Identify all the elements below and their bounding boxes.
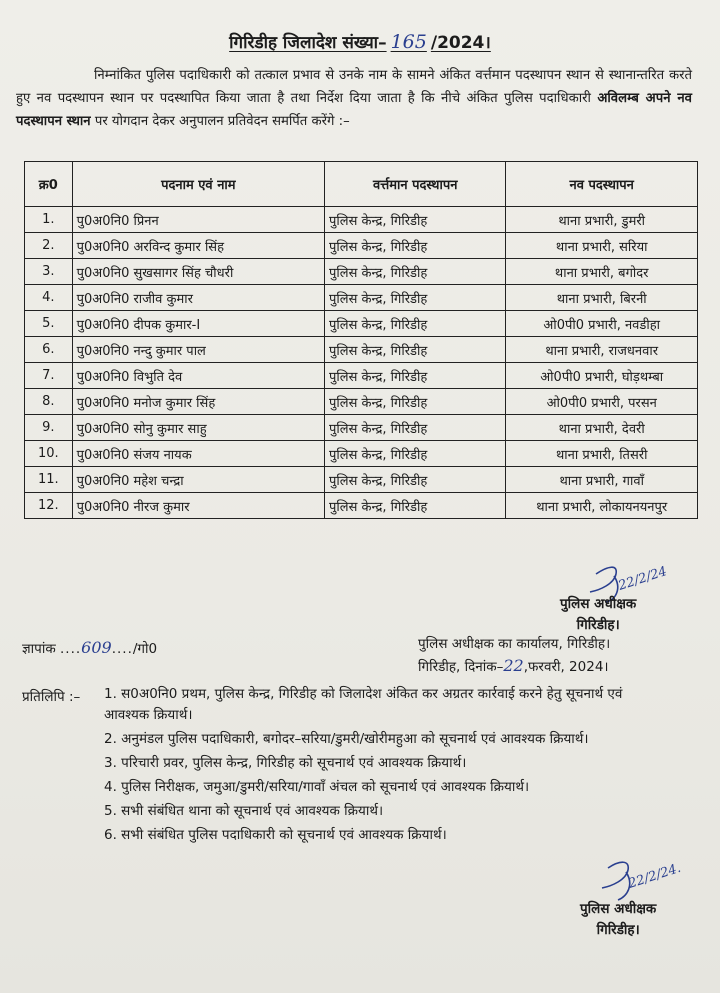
cell-new-posting: ओ0पी0 प्रभारी, परसन xyxy=(506,389,698,415)
signatory-title: पुलिस अधीक्षक xyxy=(560,596,637,612)
copy-item: 1. स0अ0नि0 प्रथम, पुलिस केन्द्र, गिरिडीह को जिलादेश अंकित कर अग्रतर कार्रवाई करने हेतु सूचनार्थ एवं आवश्यक क्रियार्थ। xyxy=(104,686,623,723)
cell-current-posting: पुलिस केन्द्र, गिरिडीह xyxy=(325,285,506,311)
copy-item: 2. अनुमंडल पुलिस पदाधिकारी, बगोदर–सरिया/डुमरी/खोरीमहुआ को सूचनार्थ एवं आवश्यक क्रियार्थ। xyxy=(104,731,589,747)
cell-new-posting: थाना प्रभारी, बिरनी xyxy=(506,285,698,311)
header-current-posting: वर्त्तमान पदस्थापन xyxy=(325,162,506,207)
cell-name: पु0अ0नि0 दीपक कुमार-I xyxy=(72,311,324,337)
memo-number: ज्ञापांक ....609..../गो0 xyxy=(22,638,158,657)
cell-new-posting: थाना प्रभारी, बगोदर xyxy=(506,259,698,285)
cell-serial: 10. xyxy=(25,441,73,467)
table-row xyxy=(25,389,698,415)
transfer-table xyxy=(24,161,698,519)
signature-block-2 xyxy=(580,899,656,941)
cell-name: पु0अ0नि0 संजय नायक xyxy=(72,441,324,467)
cell-name: पु0अ0नि0 मनोज कुमार सिंह xyxy=(72,389,324,415)
copy-item: 4. पुलिस निरीक्षक, जमुआ/डुमरी/सरिया/गावाँ अंचल को सूचनार्थ एवं आवश्यक क्रियार्थ। xyxy=(104,779,530,795)
order-title xyxy=(0,30,720,53)
cell-current-posting: पुलिस केन्द्र, गिरिडीह xyxy=(325,363,506,389)
cell-current-posting: पुलिस केन्द्र, गिरिडीह xyxy=(325,493,506,519)
cell-serial: 9. xyxy=(25,415,73,441)
cell-new-posting: थाना प्रभारी, गावाँ xyxy=(506,467,698,493)
table-row xyxy=(25,415,698,441)
cell-current-posting: पुलिस केन्द्र, गिरिडीह xyxy=(325,389,506,415)
cell-name: पु0अ0नि0 प्रिनन xyxy=(72,207,324,233)
cell-new-posting: ओ0पी0 प्रभारी, नवडीहा xyxy=(506,311,698,337)
signature-scrawl-2 xyxy=(588,856,698,904)
date-prefix: गिरिडीह, दिनांक– xyxy=(418,659,504,675)
signatory-place: गिरिडीह। xyxy=(576,617,620,633)
cell-new-posting: थाना प्रभारी, डुमरी xyxy=(506,207,698,233)
table-row xyxy=(25,467,698,493)
table-body xyxy=(25,207,698,519)
title-prefix: गिरिडीह जिलादेश संख्या– xyxy=(229,33,387,53)
signatory-title-2: पुलिस अधीक्षक xyxy=(580,901,657,917)
cell-new-posting: थाना प्रभारी, देवरी xyxy=(506,415,698,441)
intro-bold-text: अविलम्ब अपने नव पदस्थापन स्थान xyxy=(16,91,692,129)
cell-serial: 2. xyxy=(25,233,73,259)
cell-current-posting: पुलिस केन्द्र, गिरिडीह xyxy=(325,337,506,363)
table-row xyxy=(25,233,698,259)
cell-serial: 6. xyxy=(25,337,73,363)
cell-name: पु0अ0नि0 सोनु कुमार साहु xyxy=(72,415,324,441)
office-name: पुलिस अधीक्षक का कार्यालय, गिरिडीह। xyxy=(418,636,611,652)
signature-block-1 xyxy=(560,594,636,636)
signature-date-2: 22/2/24. xyxy=(626,860,683,892)
cell-name: पु0अ0नि0 नीरज कुमार xyxy=(72,493,324,519)
cell-new-posting: थाना प्रभारी, राजधनवार xyxy=(506,337,698,363)
table-header-row xyxy=(25,162,698,207)
cell-new-posting: थाना प्रभारी, लोकायनयनपुर xyxy=(506,493,698,519)
title-suffix: /2024। xyxy=(430,33,491,53)
cell-current-posting: पुलिस केन्द्र, गिरिडीह xyxy=(325,415,506,441)
cell-new-posting: थाना प्रभारी, तिसरी xyxy=(506,441,698,467)
cell-name: पु0अ0नि0 महेश चन्द्रा xyxy=(72,467,324,493)
table-row xyxy=(25,363,698,389)
date-day-handwritten: 22 xyxy=(503,656,524,675)
signatory-place-2: गिरिडीह। xyxy=(596,922,640,938)
cell-current-posting: पुलिस केन्द्र, गिरिडीह xyxy=(325,259,506,285)
copy-item: 5. सभी संबंधित थाना को सूचनार्थ एवं आवश्यक क्रियार्थ। xyxy=(104,803,384,819)
cell-current-posting: पुलिस केन्द्र, गिरिडीह xyxy=(325,441,506,467)
copy-item: 3. परिचारी प्रवर, पुलिस केन्द्र, गिरिडीह को सूचनार्थ एवं आवश्यक क्रियार्थ। xyxy=(104,755,467,771)
cell-serial: 12. xyxy=(25,493,73,519)
cell-name: पु0अ0नि0 सुखसागर सिंह चौधरी xyxy=(72,259,324,285)
cell-serial: 5. xyxy=(25,311,73,337)
memo-label: ज्ञापांक xyxy=(22,641,56,657)
cell-current-posting: पुलिस केन्द्र, गिरिडीह xyxy=(325,467,506,493)
table-row xyxy=(25,311,698,337)
cell-current-posting: पुलिस केन्द्र, गिरिडीह xyxy=(325,311,506,337)
cell-name: पु0अ0नि0 राजीव कुमार xyxy=(72,285,324,311)
cell-serial: 4. xyxy=(25,285,73,311)
intro-text-2: पर योगदान देकर अनुपालन प्रतिवेदन समर्पित करेंगे :– xyxy=(94,114,350,129)
intro-paragraph xyxy=(16,64,692,133)
cell-new-posting: थाना प्रभारी, सरिया xyxy=(506,233,698,259)
cell-serial: 8. xyxy=(25,389,73,415)
header-name: पदनाम एवं नाम xyxy=(72,162,324,207)
copies-list xyxy=(104,684,664,849)
cell-serial: 11. xyxy=(25,467,73,493)
office-date xyxy=(418,655,610,678)
table-row xyxy=(25,259,698,285)
cell-serial: 3. xyxy=(25,259,73,285)
cell-current-posting: पुलिस केन्द्र, गिरिडीह xyxy=(325,207,506,233)
memo-number-handwritten: 609 xyxy=(81,638,112,657)
cell-serial: 1. xyxy=(25,207,73,233)
cell-new-posting: ओ0पी0 प्रभारी, घोड़थम्बा xyxy=(506,363,698,389)
table-row xyxy=(25,285,698,311)
copies-label: प्रतिलिपि :– xyxy=(22,689,81,705)
table-row xyxy=(25,207,698,233)
signature-date: 22/2/24 xyxy=(616,564,669,594)
header-new-posting: नव पदस्थापन xyxy=(506,162,698,207)
copy-item: 6. सभी संबंधित पुलिस पदाधिकारी को सूचनार्थ एवं आवश्यक क्रियार्थ। xyxy=(104,827,447,843)
office-block xyxy=(418,634,610,678)
cell-current-posting: पुलिस केन्द्र, गिरिडीह xyxy=(325,233,506,259)
memo-suffix: /गो0 xyxy=(132,641,158,657)
table-row xyxy=(25,337,698,363)
cell-serial: 7. xyxy=(25,363,73,389)
date-suffix: ,फरवरी, 2024। xyxy=(523,659,609,675)
cell-name: पु0अ0नि0 अरविन्द कुमार सिंह xyxy=(72,233,324,259)
intro-text-1: निम्नांकित पुलिस पदाधिकारी को तत्काल प्रभाव से उनके नाम के सामने अंकित वर्त्तमान पदस्थापन स्थान से स्थानान्तरित करते हुए नव पदस्थापन स्थान पर पदस्थापित किया जाता है तथा निर्देश दिया जाता है कि नीचे अंकित पुलिस पदाधिकारी xyxy=(16,68,692,106)
header-serial: क्र0 xyxy=(25,162,73,207)
cell-name: पु0अ0नि0 नन्दु कुमार पाल xyxy=(72,337,324,363)
table-row xyxy=(25,493,698,519)
table-row xyxy=(25,441,698,467)
cell-name: पु0अ0नि0 विभुति देव xyxy=(72,363,324,389)
order-number-handwritten: 165 xyxy=(390,31,427,53)
